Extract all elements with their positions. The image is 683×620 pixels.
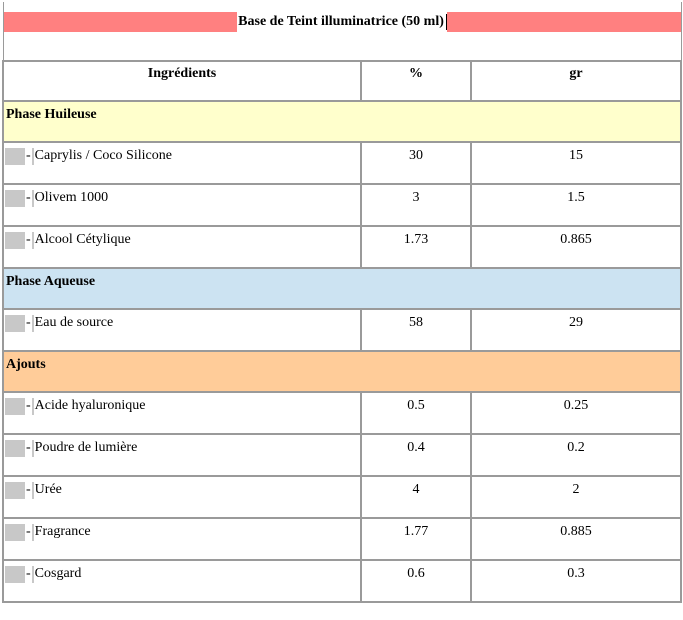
ingredient-grams: 0.885 xyxy=(471,518,681,560)
ingredient-cell xyxy=(3,518,361,560)
ingredient-grams: 15 xyxy=(471,142,681,184)
ingredient-name: Caprylis / Coco Silicone xyxy=(34,148,172,163)
ingredient-cell xyxy=(3,184,361,226)
ingredient-row xyxy=(3,226,681,268)
ingredient-name: Acide hyaluronique xyxy=(34,398,146,413)
ingredient-percent: 3 xyxy=(361,184,471,226)
ingredient-cell xyxy=(3,560,361,602)
header-percent: % xyxy=(361,61,471,101)
separator-icon xyxy=(32,398,34,415)
ingredient-name: Eau de source xyxy=(34,315,114,330)
ingredient-cell xyxy=(3,142,361,184)
item-prefix: - xyxy=(26,190,31,205)
ingredient-grams: 29 xyxy=(471,309,681,351)
ingredient-row xyxy=(3,434,681,476)
header-grams: gr xyxy=(471,61,681,101)
ingredient-row xyxy=(3,476,681,518)
ingredient-grams: 1.5 xyxy=(471,184,681,226)
separator-icon xyxy=(32,190,34,207)
placeholder-box-icon xyxy=(5,315,25,332)
ingredient-name: Poudre de lumière xyxy=(34,440,138,455)
item-prefix: - xyxy=(26,315,31,330)
ingredient-percent: 4 xyxy=(361,476,471,518)
ingredient-cell xyxy=(3,226,361,268)
item-prefix: - xyxy=(26,482,31,497)
ingredient-row xyxy=(3,560,681,602)
placeholder-box-icon xyxy=(5,482,25,499)
phase-row xyxy=(3,351,681,392)
placeholder-box-icon xyxy=(5,440,25,457)
ingredient-grams: 0.25 xyxy=(471,392,681,434)
placeholder-box-icon xyxy=(5,398,25,415)
ingredient-name: Alcool Cétylique xyxy=(34,232,131,247)
phase-name: Phase Huileuse xyxy=(3,101,681,142)
ingredient-cell xyxy=(3,434,361,476)
header-ingredients: Ingrédients xyxy=(3,61,361,101)
phase-row xyxy=(3,101,681,142)
ingredient-percent: 1.77 xyxy=(361,518,471,560)
phase-name: Ajouts xyxy=(3,351,681,392)
ingredient-grams: 2 xyxy=(471,476,681,518)
ingredient-row xyxy=(3,392,681,434)
title-cell xyxy=(3,2,681,61)
placeholder-box-icon xyxy=(5,566,25,583)
ingredient-cell xyxy=(3,309,361,351)
ingredient-cell xyxy=(3,476,361,518)
ingredient-grams: 0.865 xyxy=(471,226,681,268)
title-row xyxy=(3,2,681,61)
ingredient-percent: 0.4 xyxy=(361,434,471,476)
ingredient-name: Cosgard xyxy=(34,566,82,581)
item-prefix: - xyxy=(26,524,31,539)
title-bar-right xyxy=(447,12,681,32)
header-row xyxy=(3,61,681,101)
ingredient-name: Olivem 1000 xyxy=(34,190,109,205)
ingredient-percent: 0.5 xyxy=(361,392,471,434)
placeholder-box-icon xyxy=(5,524,25,541)
separator-icon xyxy=(32,315,34,332)
ingredient-percent: 1.73 xyxy=(361,226,471,268)
ingredient-percent: 58 xyxy=(361,309,471,351)
recipe-table xyxy=(2,2,682,603)
ingredient-name: Fragrance xyxy=(34,524,91,539)
item-prefix: - xyxy=(26,232,31,247)
ingredient-row xyxy=(3,184,681,226)
ingredient-name: Urée xyxy=(34,482,62,497)
separator-icon xyxy=(32,524,34,541)
ingredient-row xyxy=(3,142,681,184)
phase-row xyxy=(3,268,681,309)
ingredient-grams: 0.3 xyxy=(471,560,681,602)
recipe-title: Base de Teint illuminatrice (50 ml) xyxy=(238,14,444,29)
separator-icon xyxy=(32,148,34,165)
placeholder-box-icon xyxy=(5,148,25,165)
separator-icon xyxy=(32,232,34,249)
item-prefix: - xyxy=(26,398,31,413)
ingredient-percent: 0.6 xyxy=(361,560,471,602)
ingredient-cell xyxy=(3,392,361,434)
item-prefix: - xyxy=(26,566,31,581)
ingredient-grams: 0.2 xyxy=(471,434,681,476)
item-prefix: - xyxy=(26,440,31,455)
phase-name: Phase Aqueuse xyxy=(3,268,681,309)
placeholder-box-icon xyxy=(5,232,25,249)
ingredient-row xyxy=(3,518,681,560)
placeholder-box-icon xyxy=(5,190,25,207)
separator-icon xyxy=(32,482,34,499)
title-bar-left xyxy=(4,12,238,32)
ingredient-percent: 30 xyxy=(361,142,471,184)
ingredient-row xyxy=(3,309,681,351)
separator-icon xyxy=(32,566,34,583)
separator-icon xyxy=(32,440,34,457)
item-prefix: - xyxy=(26,148,31,163)
